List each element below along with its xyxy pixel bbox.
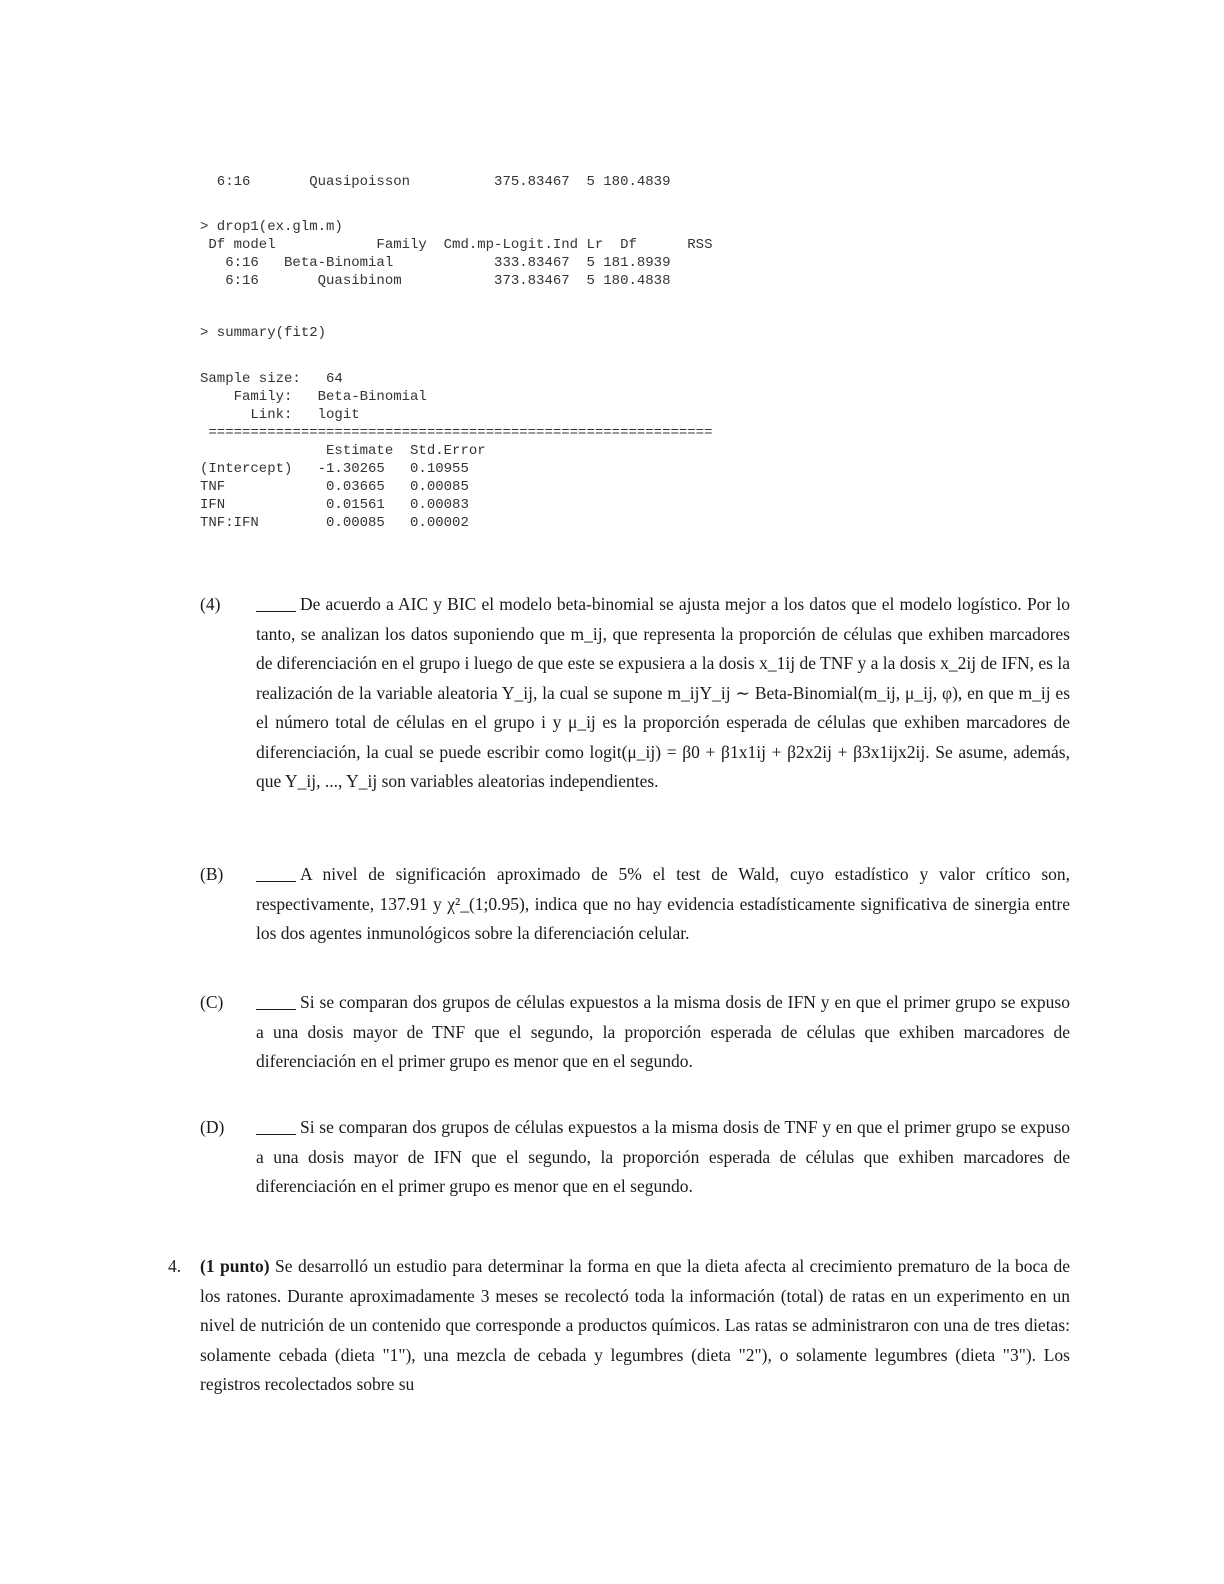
problem-number: 4. <box>168 1256 182 1276</box>
statement-text: Si se comparan dos grupos de células expuestos a la misma dosis de IFN y en que el primer grupo se expuso a una dosis mayor de TNF que el segundo, la proporción esperada de células que exhiben marcadores de diferenciación en el primer grupo es menor que en el segundo. <box>256 992 1070 1071</box>
statement-item-c <box>200 988 1070 1077</box>
code-output-drop1: > drop1(ex.glm.m) Df model Family Cmd.mp-Logit.Ind Lr Df RSS 6:16 Beta-Binomial 333.83467 5 181.8939 6:16 Quasibinom 373.83467 5 180.4838 <box>200 219 713 289</box>
statement-item-a <box>200 590 1070 797</box>
statement-text: De acuerdo a AIC y BIC el modelo beta-binomial se ajusta mejor a los datos que el modelo logístico. Por lo tanto, se analizan los datos suponiendo que m_ij, que representa la proporción de células que exhiben marcadores de diferenciación en el grupo i luego de que este se expusiera a la dosis x_1ij de TNF y a la dosis x_2ij de IFN, es la realización de la variable aleatoria Y_ij, la cual se supone m_ijY_ij ∼ Beta-Binomial(m_ij, μ_ij, φ), en que m_ij es el número total de células en el grupo i y μ_ij es la proporción esperada de células que exhiben marcadores de diferenciación, la cual se puede escribir como logit(μ_ij) = β0 + β1x1ij + β2x2ij + β3x1ijx2ij. Se asume, además, que Y_ij, ..., Y_ij son variables aleatorias independientes. <box>256 594 1070 791</box>
statement-item-d <box>200 1113 1070 1202</box>
answer-blank[interactable] <box>256 1117 296 1136</box>
statement-label: (B) <box>200 864 224 884</box>
statement-item-b <box>200 860 1070 949</box>
problem-text: Se desarrolló un estudio para determinar la forma en que la dieta afecta al crecimiento prematuro de la boca de los ratones. Durante aproximadamente 3 meses se recolectó toda la información (total) de ratas en un experimento en un nivel de nutrición de un contenido que corresponde a productos químicos. Las ratas se administraron con una de tres dietas: solamente cebada (dieta "1"), una mezcla de cebada y legumbres (dieta "2"), o solamente legumbres (dieta "3"). Los registros recolectados sobre su <box>200 1256 1070 1394</box>
problem-points: (1 punto) <box>200 1256 270 1276</box>
statement-label: (D) <box>200 1117 225 1137</box>
statement-text: Si se comparan dos grupos de células expuestos a la misma dosis de TNF y en que el primer grupo se expuso a una dosis mayor de IFN que el segundo, la proporción esperada de células que exhiben marcadores de diferenciación en el primer grupo es menor que en el segundo. <box>256 1117 1070 1196</box>
statement-label: (C) <box>200 992 224 1012</box>
code-command-summary: > summary(fit2) <box>200 325 327 341</box>
answer-blank[interactable] <box>256 992 296 1011</box>
problem-4 <box>168 1252 1070 1400</box>
code-output-summary: Sample size: 64 Family: Beta-Binomial Link: logit ============================================================ Estimate Std.Error (Intercept) -1.30265 0.10955 TNF 0.03665 0.00085 IFN 0.01561 0.00083 TNF:IFN 0.00085 0.00002 <box>200 371 713 531</box>
statement-label: (4) <box>200 594 221 614</box>
answer-blank[interactable] <box>256 594 296 613</box>
code-output-line: 6:16 Quasipoisson 375.83467 5 180.4839 <box>200 174 671 190</box>
answer-blank[interactable] <box>256 864 296 883</box>
statement-text: A nivel de significación aproximado de 5% el test de Wald, cuyo estadístico y valor crítico son, respectivamente, 137.91 y χ²_(1;0.95), indica que no hay evidencia estadísticamente significativa de sinergia entre los dos agentes inmunológicos sobre la diferenciación celular. <box>256 864 1070 943</box>
